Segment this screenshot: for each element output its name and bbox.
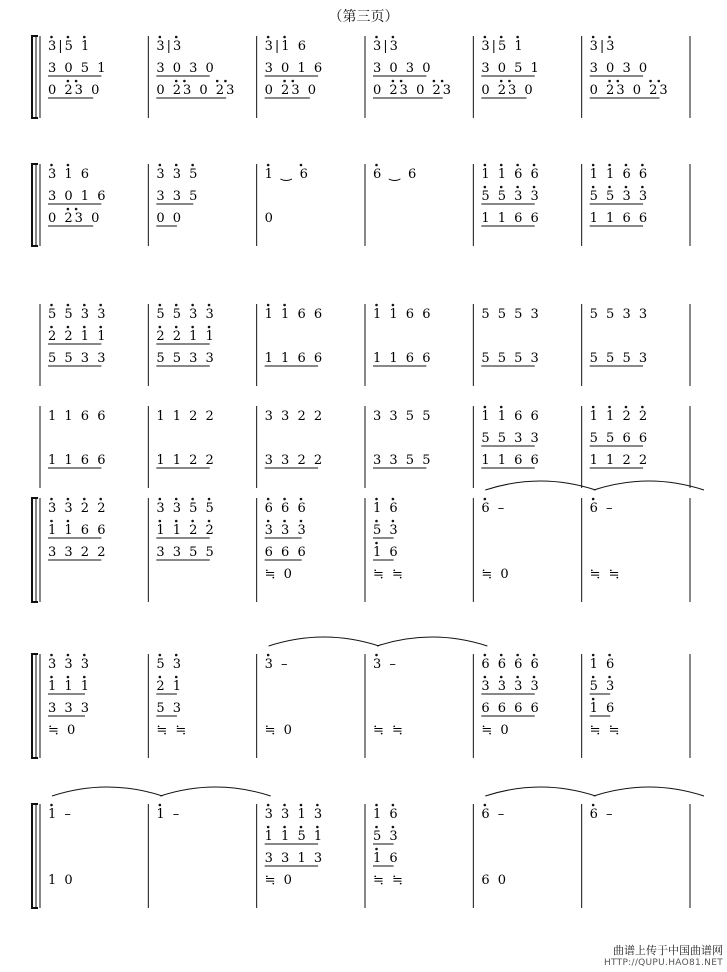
octave-dot	[191, 520, 194, 523]
notation-cell: 0 23 0 23	[373, 83, 454, 98]
system-bracket	[32, 654, 38, 758]
octave-dot	[191, 304, 194, 307]
octave-dot	[67, 326, 70, 329]
tie-arc	[377, 637, 487, 646]
octave-dot	[375, 848, 378, 851]
octave-dot	[392, 826, 395, 829]
octave-dot	[484, 654, 487, 657]
octave-dot	[641, 164, 644, 167]
octave-dot	[67, 676, 70, 679]
octave-dot	[291, 80, 294, 83]
octave-dot	[67, 164, 70, 167]
score-system	[32, 637, 690, 758]
notation-cell: 3 3 5	[156, 189, 200, 204]
notation-cell: 5 3	[156, 701, 184, 716]
octave-dot	[75, 208, 78, 211]
notation-cell: 1 6	[589, 701, 617, 716]
notation-cell: 5 5 6 6	[589, 431, 650, 446]
notation-cell: 1 1 2 2	[156, 523, 216, 538]
notation-cell: 1 1 6 6	[264, 351, 325, 366]
notation-cell: 5 5 3 3	[48, 351, 108, 366]
notation-cell: 0 23 0	[264, 83, 319, 98]
notation-cell: 1 1 2 2	[589, 453, 650, 468]
notation-cell: 1 0	[48, 873, 75, 888]
octave-dot	[283, 826, 286, 829]
octave-dot	[83, 326, 86, 329]
notation-cell: 1 1 6 6	[481, 167, 541, 182]
tie-arc	[52, 787, 162, 796]
notation-cell: 3 3 5 5	[373, 409, 433, 424]
octave-dot	[592, 498, 595, 501]
octave-dot	[500, 186, 503, 189]
notation-cell: 6 6 6	[264, 545, 308, 560]
octave-dot	[392, 304, 395, 307]
notation-cell: 3 0 3 0	[373, 61, 433, 76]
notation-cell: 1 1 6 6	[373, 351, 433, 366]
octave-dot	[516, 186, 519, 189]
octave-dot	[67, 520, 70, 523]
notation-cell: 1 1 6 6	[48, 523, 108, 538]
octave-dot	[50, 498, 53, 501]
octave-dot	[300, 804, 303, 807]
octave-dot	[392, 520, 395, 523]
notation-cell: 5 5 3 3	[481, 189, 541, 204]
notation-cell: 3 3 2 2	[48, 501, 108, 516]
octave-dot	[608, 406, 611, 409]
system-bracket	[32, 36, 38, 118]
octave-dot	[316, 804, 319, 807]
notation-cell: 6 –	[481, 501, 507, 516]
octave-dot	[516, 676, 519, 679]
notation-cell: 1 1 6 6	[481, 211, 541, 226]
octave-dot	[208, 498, 211, 501]
octave-dot	[267, 804, 270, 807]
octave-dot	[533, 676, 536, 679]
octave-dot	[175, 498, 178, 501]
notation-cell: ≒ ≒	[589, 567, 622, 582]
octave-dot	[50, 304, 53, 307]
notation-cell: 3|5 1	[481, 39, 525, 54]
octave-dot	[500, 406, 503, 409]
score-system	[40, 406, 690, 488]
octave-dot	[159, 804, 162, 807]
tie-arc	[269, 637, 379, 646]
octave-dot	[608, 186, 611, 189]
notation-cell: 3 0 5 1	[481, 61, 541, 76]
octave-dot	[159, 326, 162, 329]
octave-dot	[592, 676, 595, 679]
notation-cell: 3 3 2 2	[48, 545, 108, 560]
octave-dot	[283, 80, 286, 83]
octave-dot	[267, 36, 270, 39]
octave-dot	[608, 676, 611, 679]
octave-dot	[300, 498, 303, 501]
octave-dot	[191, 326, 194, 329]
tie-arc	[485, 787, 595, 796]
watermark-url: HTTP://QUPU.HAO81.NET	[603, 958, 723, 968]
notation-cell: 3 3 3	[48, 701, 92, 716]
octave-dot	[267, 164, 270, 167]
octave-dot	[159, 676, 162, 679]
notation-cell: 1 1 5 1	[264, 829, 325, 844]
octave-dot	[592, 36, 595, 39]
score-system	[32, 164, 690, 246]
octave-dot	[159, 304, 162, 307]
octave-dot	[484, 186, 487, 189]
octave-dot	[67, 80, 70, 83]
system-bracket	[32, 164, 38, 246]
octave-dot	[283, 304, 286, 307]
octave-dot	[267, 654, 270, 657]
notation-cell: 1 ‿ 6	[264, 167, 310, 182]
notation-cell: 3|3	[589, 39, 617, 54]
octave-dot	[375, 654, 378, 657]
octave-dot	[533, 186, 536, 189]
notation-cell: 5 5 3 3	[156, 351, 216, 366]
notation-cell: 1 1 2 2	[156, 453, 216, 468]
notation-cell: ≒ 0	[264, 567, 294, 582]
notation-cell: ≒ ≒	[589, 723, 622, 738]
notation-cell: 6 –	[481, 807, 507, 822]
notation-cell: 1 –	[156, 807, 182, 822]
notation-cell: ≒ 0	[264, 723, 294, 738]
notation-cell: ≒ 0	[48, 723, 78, 738]
octave-dot	[67, 304, 70, 307]
score-system	[32, 481, 704, 602]
notation-cell: 3 0 1 6	[264, 61, 325, 76]
notation-cell: 5 3	[156, 657, 184, 672]
octave-dot	[75, 80, 78, 83]
notation-cell: 1 1 6 6	[264, 307, 325, 322]
tie-arc	[160, 787, 270, 796]
octave-dot	[608, 80, 611, 83]
notation-cell: 5 5 5 3	[481, 351, 541, 366]
notation-cell: 5 5 5 3	[589, 351, 650, 366]
octave-dot	[516, 164, 519, 167]
octave-dot	[500, 80, 503, 83]
octave-dot	[300, 826, 303, 829]
octave-dot	[216, 80, 219, 83]
notation-cell: 3 3 5	[156, 167, 200, 182]
octave-dot	[83, 36, 86, 39]
octave-dot	[375, 542, 378, 545]
system-bracket	[32, 804, 38, 908]
octave-dot	[83, 304, 86, 307]
octave-dot	[608, 164, 611, 167]
notation-cell: 6 6 6	[264, 501, 308, 516]
notation-cell: 0 0	[156, 211, 184, 226]
notation-cell: 3|3	[156, 39, 184, 54]
octave-dot	[159, 654, 162, 657]
octave-dot	[283, 36, 286, 39]
octave-dot	[608, 654, 611, 657]
octave-dot	[641, 406, 644, 409]
octave-dot	[67, 208, 70, 211]
octave-dot	[267, 520, 270, 523]
octave-dot	[592, 164, 595, 167]
octave-dot	[67, 36, 70, 39]
notation-cell: 3 0 3 0	[589, 61, 650, 76]
octave-dot	[183, 80, 186, 83]
octave-dot	[175, 326, 178, 329]
octave-dot	[375, 36, 378, 39]
notation-cell: 3 0 3 0	[156, 61, 216, 76]
octave-dot	[484, 406, 487, 409]
octave-dot	[208, 520, 211, 523]
octave-dot	[99, 498, 102, 501]
octave-dot	[592, 804, 595, 807]
octave-dot	[375, 826, 378, 829]
octave-dot	[175, 654, 178, 657]
octave-dot	[375, 804, 378, 807]
notation-cell: 5 5 3 3	[481, 431, 541, 446]
octave-dot	[208, 304, 211, 307]
notation-cell: 1 –	[48, 807, 73, 822]
tie-arc	[594, 787, 704, 796]
notation-cell: 1 1 6 6	[48, 453, 108, 468]
octave-dot	[375, 304, 378, 307]
octave-dot	[484, 498, 487, 501]
notation-cell: 0 23 0	[48, 83, 102, 98]
notation-cell: 3|5 1	[48, 39, 92, 54]
score-system	[32, 787, 704, 908]
notation-cell: 5 3	[589, 679, 617, 694]
octave-dot	[159, 520, 162, 523]
octave-dot	[50, 676, 53, 679]
notation-cell: 6 ‿ 6	[373, 167, 419, 182]
notation-cell: 3 –	[373, 657, 398, 672]
octave-dot	[50, 326, 53, 329]
octave-dot	[175, 520, 178, 523]
octave-dot	[592, 698, 595, 701]
notation-cell: 3 3 2 2	[264, 409, 325, 424]
octave-dot	[50, 654, 53, 657]
octave-dot	[283, 498, 286, 501]
score-system	[40, 304, 690, 386]
octave-dot	[191, 498, 194, 501]
octave-dot	[392, 498, 395, 501]
octave-dot	[625, 186, 628, 189]
octave-dot	[316, 826, 319, 829]
octave-dot	[175, 304, 178, 307]
octave-dot	[533, 164, 536, 167]
octave-dot	[50, 804, 53, 807]
octave-dot	[267, 304, 270, 307]
notation-cell: 5 5 3 3	[589, 307, 650, 322]
notation-cell: 3 3 5 5	[156, 545, 216, 560]
octave-dot	[375, 164, 378, 167]
octave-dot	[83, 498, 86, 501]
octave-dot	[208, 326, 211, 329]
notation-cell: 3 0 1 6	[48, 189, 108, 204]
octave-dot	[159, 498, 162, 501]
octave-dot	[657, 80, 660, 83]
octave-dot	[283, 804, 286, 807]
score-system	[32, 36, 690, 118]
notation-cell: 6 –	[589, 807, 615, 822]
notation-cell: 1 1 1	[48, 679, 92, 694]
octave-dot	[625, 164, 628, 167]
octave-dot	[99, 304, 102, 307]
notation-cell: ≒ ≒	[373, 567, 405, 582]
notation-cell: 0	[264, 211, 275, 226]
notation-cell: 6 –	[589, 501, 615, 516]
octave-dot	[392, 804, 395, 807]
octave-dot	[500, 654, 503, 657]
notation-cell: 3 3 2 2	[264, 453, 325, 468]
octave-dot	[625, 406, 628, 409]
watermark-site: 曲谱上传于中国曲谱网	[613, 944, 723, 957]
octave-dot	[50, 36, 53, 39]
notation-cell: 3|3	[373, 39, 400, 54]
notation-cell: 0 23 0 23	[156, 83, 237, 98]
notation-cell: 3 3 3	[48, 657, 92, 672]
octave-dot	[592, 406, 595, 409]
notation-cell: 5 5 3 3	[48, 307, 108, 322]
octave-dot	[608, 36, 611, 39]
octave-dot	[83, 654, 86, 657]
notation-cell: 5 3	[373, 523, 400, 538]
octave-dot	[175, 676, 178, 679]
page-title: （第三页）	[328, 9, 399, 25]
notation-cell: 1 6	[373, 851, 400, 866]
notation-cell: 3 3 1 3	[264, 851, 325, 866]
notation-cell: 5 5 3 3	[156, 307, 216, 322]
notation-cell: 3 1 6	[48, 167, 92, 182]
notation-cell: ≒ ≒	[373, 723, 405, 738]
octave-dot	[50, 520, 53, 523]
octave-dot	[159, 164, 162, 167]
notation-cell: 2 2 1 1	[48, 329, 108, 344]
octave-dot	[592, 186, 595, 189]
notation-cell: 1 6	[373, 501, 400, 516]
notation-cell: 1 1 6 6	[481, 409, 541, 424]
octave-dot	[400, 80, 403, 83]
tie-arc	[594, 481, 704, 490]
notation-cell: 6 6 6 6	[481, 701, 541, 716]
notation-cell: 3 3 3	[264, 523, 308, 538]
octave-dot	[484, 164, 487, 167]
notation-cell: 6 0	[481, 873, 509, 888]
octave-dot	[375, 498, 378, 501]
tie-arc	[485, 481, 595, 490]
notation-cell: 3 3 1 3	[264, 807, 325, 822]
notation-cell: 2 1	[156, 679, 184, 694]
notation-cell: 1 6	[373, 807, 400, 822]
notation-cell: 1 1 2 2	[589, 409, 650, 424]
notation-cell: ≒ 0	[481, 567, 511, 582]
notation-cell: 1 1 6 6	[481, 453, 541, 468]
notation-cell: ≒ ≒	[373, 873, 405, 888]
notation-cell: 5 5 3 3	[589, 189, 650, 204]
notation-cell: 0 23 0	[481, 83, 535, 98]
notation-cell: 0 23 0 23	[589, 83, 670, 98]
notation-cell: 1 1 6 6	[373, 307, 433, 322]
notation-cell: ≒ ≒	[156, 723, 189, 738]
octave-dot	[50, 164, 53, 167]
octave-dot	[516, 36, 519, 39]
notation-cell: ≒ 0	[264, 873, 294, 888]
octave-dot	[392, 36, 395, 39]
octave-dot	[592, 654, 595, 657]
notation-cell: 1 1 6 6	[48, 409, 108, 424]
octave-dot	[300, 164, 303, 167]
octave-dot	[267, 498, 270, 501]
octave-dot	[508, 80, 511, 83]
notation-cell: 3 3 5 5	[156, 501, 216, 516]
octave-dot	[484, 804, 487, 807]
octave-dot	[67, 654, 70, 657]
watermark	[604, 942, 723, 968]
octave-dot	[375, 520, 378, 523]
octave-dot	[500, 676, 503, 679]
octave-dot	[99, 326, 102, 329]
octave-dot	[191, 164, 194, 167]
octave-dot	[392, 80, 395, 83]
octave-dot	[484, 36, 487, 39]
octave-dot	[484, 676, 487, 679]
notation-cell: 5 3	[373, 829, 400, 844]
octave-dot	[67, 498, 70, 501]
notation-cell: 1 6	[589, 657, 617, 672]
octave-dot	[175, 80, 178, 83]
notation-cell: 3 0 5 1	[48, 61, 108, 76]
notation-cell: 6 6 6 6	[481, 657, 541, 672]
notation-cell: 1 1 2 2	[156, 409, 216, 424]
octave-dot	[616, 80, 619, 83]
notation-cell: 3 –	[264, 657, 290, 672]
octave-dot	[500, 36, 503, 39]
notation-cell: ≒ 0	[481, 723, 511, 738]
octave-dot	[283, 520, 286, 523]
octave-dot	[300, 520, 303, 523]
notation-cell: 1 1 6 6	[589, 211, 650, 226]
notation-cell: 5 5 5 3	[481, 307, 541, 322]
notation-cell: 3 3 3 3	[481, 679, 541, 694]
notation-cell: 1 6	[373, 545, 400, 560]
notation-cell: 0 23 0	[48, 211, 102, 226]
octave-dot	[533, 654, 536, 657]
octave-dot	[500, 164, 503, 167]
octave-dot	[159, 36, 162, 39]
notation-cell: 2 2 1 1	[156, 329, 216, 344]
notation-cell: 3|1 6	[264, 39, 308, 54]
octave-dot	[441, 80, 444, 83]
octave-dot	[433, 80, 436, 83]
octave-dot	[649, 80, 652, 83]
octave-dot	[175, 36, 178, 39]
octave-dot	[267, 826, 270, 829]
octave-dot	[224, 80, 227, 83]
notation-cell: 1 1 6 6	[589, 167, 650, 182]
octave-dot	[641, 186, 644, 189]
octave-dot	[516, 654, 519, 657]
octave-dot	[175, 164, 178, 167]
system-bracket	[32, 498, 38, 602]
octave-dot	[83, 676, 86, 679]
notation-cell: 3 3 5 5	[373, 453, 433, 468]
